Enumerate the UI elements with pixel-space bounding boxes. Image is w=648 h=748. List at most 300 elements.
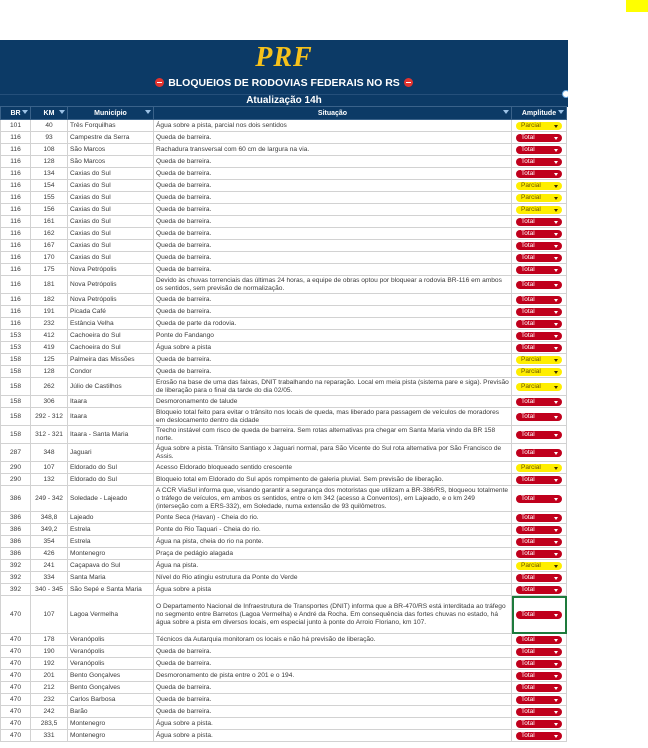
cell-amplitude[interactable]: [512, 408, 567, 426]
dropdown-arrow-icon[interactable]: [554, 386, 558, 389]
amplitude-dropdown[interactable]: [516, 720, 562, 728]
amplitude-dropdown[interactable]: [516, 514, 562, 522]
dropdown-arrow-icon[interactable]: [554, 401, 558, 404]
dropdown-arrow-icon[interactable]: [554, 371, 558, 374]
cell-km[interactable]: 354: [31, 536, 68, 548]
dropdown-arrow-icon[interactable]: [554, 565, 558, 568]
cell-km[interactable]: 283,5: [31, 718, 68, 730]
cell-situacao[interactable]: Queda de barreira.: [154, 306, 512, 318]
cell-km[interactable]: 242: [31, 706, 68, 718]
dropdown-arrow-icon[interactable]: [554, 284, 558, 287]
cell-km[interactable]: 249 - 342: [31, 486, 68, 512]
cell-municipio[interactable]: Caxias do Sul: [68, 192, 154, 204]
cell-amplitude[interactable]: [512, 730, 567, 742]
cell-km[interactable]: 128: [31, 156, 68, 168]
cell-br[interactable]: 158: [1, 366, 31, 378]
cell-municipio[interactable]: São Marcos: [68, 144, 154, 156]
cell-situacao[interactable]: Queda de barreira.: [154, 132, 512, 144]
amplitude-dropdown[interactable]: [516, 182, 562, 190]
cell-km[interactable]: 292 - 312: [31, 408, 68, 426]
cell-km[interactable]: 348,8: [31, 512, 68, 524]
cell-amplitude[interactable]: [512, 144, 567, 156]
cell-br[interactable]: 153: [1, 330, 31, 342]
dropdown-arrow-icon[interactable]: [554, 347, 558, 350]
cell-amplitude[interactable]: [512, 276, 567, 294]
amplitude-dropdown[interactable]: [516, 398, 562, 406]
cell-br[interactable]: 470: [1, 658, 31, 670]
cell-br[interactable]: 158: [1, 354, 31, 366]
cell-br[interactable]: 116: [1, 294, 31, 306]
cell-municipio[interactable]: Três Forquilhas: [68, 120, 154, 132]
cell-br[interactable]: 386: [1, 548, 31, 560]
cell-amplitude[interactable]: [512, 634, 567, 646]
cell-municipio[interactable]: Santa Maria: [68, 572, 154, 584]
cell-situacao[interactable]: Água sobre a pista, parcial nos dois sentidos: [154, 120, 512, 132]
cell-situacao[interactable]: Água na pista, cheia do rio na ponte.: [154, 536, 512, 548]
cell-municipio[interactable]: Lagoa Vermelha: [68, 596, 154, 634]
cell-municipio[interactable]: São Sepé e Santa Maria: [68, 584, 154, 596]
cell-amplitude[interactable]: [512, 524, 567, 536]
cell-situacao[interactable]: Água sobre a pista: [154, 342, 512, 354]
cell-amplitude[interactable]: [512, 694, 567, 706]
dropdown-arrow-icon[interactable]: [554, 589, 558, 592]
cell-municipio[interactable]: Campestre da Serra: [68, 132, 154, 144]
cell-amplitude[interactable]: [512, 342, 567, 354]
cell-km[interactable]: 331: [31, 730, 68, 742]
cell-municipio[interactable]: Bento Gonçalves: [68, 682, 154, 694]
cell-km[interactable]: 175: [31, 264, 68, 276]
dropdown-arrow-icon[interactable]: [554, 125, 558, 128]
cell-br[interactable]: 116: [1, 192, 31, 204]
dropdown-arrow-icon[interactable]: [554, 149, 558, 152]
cell-br[interactable]: 290: [1, 462, 31, 474]
cell-situacao[interactable]: Água na pista.: [154, 560, 512, 572]
dropdown-arrow-icon[interactable]: [554, 233, 558, 236]
cell-situacao[interactable]: Queda de parte da rodovia.: [154, 318, 512, 330]
cell-km[interactable]: 334: [31, 572, 68, 584]
cell-situacao[interactable]: Trecho instável com risco de queda de barreira. Sem rotas alternativas pra chegar em Santa Maria vindo da BR 158 norte.: [154, 426, 512, 444]
amplitude-dropdown[interactable]: [516, 526, 562, 534]
dropdown-arrow-icon[interactable]: [554, 614, 558, 617]
cell-municipio[interactable]: Cachoeira do Sul: [68, 330, 154, 342]
amplitude-dropdown[interactable]: [516, 242, 562, 250]
cell-situacao[interactable]: Devido às chuvas torrenciais das últimas 24 horas, a equipe de obras optou por bloquear a rodovia BR-116 em ambos os sentidos, sem previsão de normalização.: [154, 276, 512, 294]
cell-municipio[interactable]: Barão: [68, 706, 154, 718]
cell-municipio[interactable]: Caxias do Sul: [68, 204, 154, 216]
cell-amplitude[interactable]: [512, 444, 567, 462]
filter-dropdown-icon[interactable]: [145, 110, 151, 114]
dropdown-arrow-icon[interactable]: [554, 434, 558, 437]
cell-km[interactable]: 419: [31, 342, 68, 354]
dropdown-arrow-icon[interactable]: [554, 299, 558, 302]
amplitude-dropdown[interactable]: [516, 218, 562, 226]
cell-km[interactable]: 212: [31, 682, 68, 694]
cell-situacao[interactable]: Queda de barreira.: [154, 706, 512, 718]
amplitude-dropdown[interactable]: [516, 538, 562, 546]
cell-municipio[interactable]: Picada Café: [68, 306, 154, 318]
filter-dropdown-icon[interactable]: [558, 110, 564, 114]
cell-km[interactable]: 161: [31, 216, 68, 228]
cell-municipio[interactable]: Soledade - Lajeado: [68, 486, 154, 512]
cell-br[interactable]: 470: [1, 670, 31, 682]
cell-amplitude[interactable]: [512, 486, 567, 512]
cell-situacao[interactable]: Praça de pedágio alagada: [154, 548, 512, 560]
cell-municipio[interactable]: Caxias do Sul: [68, 240, 154, 252]
cell-municipio[interactable]: Veranópolis: [68, 646, 154, 658]
cell-situacao[interactable]: Bloqueio total em Eldorado do Sul após rompimento de galeria pluvial. Sem previsão de liberação.: [154, 474, 512, 486]
cell-km[interactable]: 190: [31, 646, 68, 658]
cell-br[interactable]: 470: [1, 634, 31, 646]
cell-situacao[interactable]: Ponte Seca (Havan) - Cheia do rio.: [154, 512, 512, 524]
amplitude-dropdown[interactable]: [516, 636, 562, 644]
cell-amplitude[interactable]: [512, 646, 567, 658]
amplitude-dropdown[interactable]: [516, 368, 562, 376]
cell-km[interactable]: 312 - 321: [31, 426, 68, 444]
dropdown-arrow-icon[interactable]: [554, 323, 558, 326]
cell-municipio[interactable]: Palmeira das Missões: [68, 354, 154, 366]
cell-situacao[interactable]: Queda de barreira.: [154, 168, 512, 180]
cell-amplitude[interactable]: [512, 718, 567, 730]
cell-km[interactable]: 241: [31, 560, 68, 572]
amplitude-dropdown[interactable]: [516, 206, 562, 214]
cell-municipio[interactable]: Cachoeira do Sul: [68, 342, 154, 354]
cell-situacao[interactable]: Ponte do Fandango: [154, 330, 512, 342]
cell-situacao[interactable]: Queda de barreira.: [154, 204, 512, 216]
cell-municipio[interactable]: Montenegro: [68, 718, 154, 730]
cell-situacao[interactable]: A CCR ViaSul informa que, visando garantir a segurança dos motoristas que utilizam a BR-386/RS, bloqueou totalmente o tráfego de veículos, em ambos os sentidos, entre o km 342 (acesso a Conventos), em Lajeado, e o km 249 (interseção com a ERS-332), em Soledade, numa extensão de 93 quilômetros.: [154, 486, 512, 512]
cell-amplitude[interactable]: [512, 294, 567, 306]
cell-municipio[interactable]: Montenegro: [68, 548, 154, 560]
cell-situacao[interactable]: Água sobre a pista. Trânsito Santiago x Jaguari normal, para São Vicente do Sul rota alternativa por São Francisco de Assis.: [154, 444, 512, 462]
cell-amplitude[interactable]: [512, 306, 567, 318]
cell-br[interactable]: 470: [1, 706, 31, 718]
cell-situacao[interactable]: Queda de barreira.: [154, 264, 512, 276]
cell-br[interactable]: 116: [1, 168, 31, 180]
cell-amplitude[interactable]: [512, 560, 567, 572]
cell-municipio[interactable]: Itaara - Santa Maria: [68, 426, 154, 444]
dropdown-arrow-icon[interactable]: [554, 467, 558, 470]
cell-municipio[interactable]: Lajeado: [68, 512, 154, 524]
cell-situacao[interactable]: Queda de barreira.: [154, 646, 512, 658]
cell-km[interactable]: 232: [31, 318, 68, 330]
cell-municipio[interactable]: Itaara: [68, 396, 154, 408]
cell-br[interactable]: 392: [1, 584, 31, 596]
dropdown-arrow-icon[interactable]: [554, 687, 558, 690]
cell-br[interactable]: 470: [1, 718, 31, 730]
dropdown-arrow-icon[interactable]: [554, 541, 558, 544]
cell-km[interactable]: 182: [31, 294, 68, 306]
amplitude-dropdown[interactable]: [516, 266, 562, 274]
cell-amplitude[interactable]: [512, 396, 567, 408]
cell-situacao[interactable]: Queda de barreira.: [154, 156, 512, 168]
amplitude-dropdown[interactable]: [516, 194, 562, 202]
cell-situacao[interactable]: Queda de barreira.: [154, 240, 512, 252]
dropdown-arrow-icon[interactable]: [554, 479, 558, 482]
cell-municipio[interactable]: Caxias do Sul: [68, 180, 154, 192]
amplitude-dropdown[interactable]: [516, 464, 562, 472]
dropdown-arrow-icon[interactable]: [554, 651, 558, 654]
cell-situacao[interactable]: Queda de barreira.: [154, 354, 512, 366]
filter-dropdown-icon[interactable]: [59, 110, 65, 114]
cell-km[interactable]: 349,2: [31, 524, 68, 536]
cell-amplitude[interactable]: [512, 658, 567, 670]
dropdown-arrow-icon[interactable]: [554, 711, 558, 714]
amplitude-dropdown[interactable]: [516, 134, 562, 142]
amplitude-dropdown[interactable]: [516, 344, 562, 352]
amplitude-dropdown[interactable]: [516, 449, 562, 457]
cell-br[interactable]: 116: [1, 264, 31, 276]
cell-municipio[interactable]: Veranópolis: [68, 658, 154, 670]
dropdown-arrow-icon[interactable]: [554, 245, 558, 248]
cell-amplitude[interactable]: [512, 378, 567, 396]
cell-municipio[interactable]: Caxias do Sul: [68, 168, 154, 180]
amplitude-dropdown[interactable]: [516, 296, 562, 304]
amplitude-dropdown[interactable]: [516, 356, 562, 364]
cell-km[interactable]: 262: [31, 378, 68, 396]
cell-amplitude[interactable]: [512, 536, 567, 548]
amplitude-dropdown[interactable]: [516, 230, 562, 238]
cell-municipio[interactable]: Carlos Barbosa: [68, 694, 154, 706]
cell-km[interactable]: 155: [31, 192, 68, 204]
amplitude-dropdown[interactable]: [516, 320, 562, 328]
filter-dropdown-icon[interactable]: [503, 110, 509, 114]
cell-municipio[interactable]: Nova Petrópolis: [68, 294, 154, 306]
cell-km[interactable]: 156: [31, 204, 68, 216]
cell-km[interactable]: 132: [31, 474, 68, 486]
cell-situacao[interactable]: Queda de barreira.: [154, 180, 512, 192]
cell-municipio[interactable]: Jaguari: [68, 444, 154, 462]
cell-br[interactable]: 158: [1, 396, 31, 408]
cell-situacao[interactable]: Desmoronamento de talude: [154, 396, 512, 408]
cell-br[interactable]: 116: [1, 156, 31, 168]
cell-br[interactable]: 392: [1, 572, 31, 584]
cell-municipio[interactable]: Caxias do Sul: [68, 216, 154, 228]
amplitude-dropdown[interactable]: [516, 550, 562, 558]
cell-km[interactable]: 162: [31, 228, 68, 240]
cell-municipio[interactable]: São Marcos: [68, 156, 154, 168]
amplitude-dropdown[interactable]: [516, 476, 562, 484]
dropdown-arrow-icon[interactable]: [554, 311, 558, 314]
cell-km[interactable]: 107: [31, 596, 68, 634]
column-header-km[interactable]: [31, 107, 68, 120]
amplitude-dropdown[interactable]: [516, 431, 562, 439]
cell-br[interactable]: 290: [1, 474, 31, 486]
dropdown-arrow-icon[interactable]: [554, 416, 558, 419]
dropdown-arrow-icon[interactable]: [554, 517, 558, 520]
cell-amplitude[interactable]: [512, 706, 567, 718]
cell-br[interactable]: 116: [1, 132, 31, 144]
amplitude-dropdown[interactable]: [516, 308, 562, 316]
cell-municipio[interactable]: Estância Velha: [68, 318, 154, 330]
cell-km[interactable]: 107: [31, 462, 68, 474]
amplitude-dropdown[interactable]: [516, 648, 562, 656]
column-header-br[interactable]: [1, 107, 31, 120]
cell-amplitude[interactable]: [512, 240, 567, 252]
cell-km[interactable]: 128: [31, 366, 68, 378]
amplitude-dropdown[interactable]: [516, 281, 562, 289]
dropdown-arrow-icon[interactable]: [554, 663, 558, 666]
dropdown-arrow-icon[interactable]: [554, 335, 558, 338]
cell-br[interactable]: 116: [1, 240, 31, 252]
cell-municipio[interactable]: Caçapava do Sul: [68, 560, 154, 572]
cell-br[interactable]: 470: [1, 646, 31, 658]
dropdown-arrow-icon[interactable]: [554, 675, 558, 678]
cell-br[interactable]: 386: [1, 536, 31, 548]
cell-amplitude[interactable]: [512, 180, 567, 192]
column-header-situacao[interactable]: [154, 107, 512, 120]
cell-br[interactable]: 158: [1, 426, 31, 444]
cell-km[interactable]: 125: [31, 354, 68, 366]
cell-br[interactable]: 116: [1, 276, 31, 294]
cell-municipio[interactable]: Eldorado do Sul: [68, 462, 154, 474]
dropdown-arrow-icon[interactable]: [554, 553, 558, 556]
cell-km[interactable]: 154: [31, 180, 68, 192]
cell-km[interactable]: 191: [31, 306, 68, 318]
cell-municipio[interactable]: Júlio de Castilhos: [68, 378, 154, 396]
amplitude-dropdown[interactable]: [516, 383, 562, 391]
cell-br[interactable]: 116: [1, 228, 31, 240]
cell-amplitude[interactable]: [512, 264, 567, 276]
cell-situacao[interactable]: Queda de barreira.: [154, 658, 512, 670]
cell-km[interactable]: 340 - 345: [31, 584, 68, 596]
cell-km[interactable]: 348: [31, 444, 68, 462]
dropdown-arrow-icon[interactable]: [554, 161, 558, 164]
amplitude-dropdown[interactable]: [516, 562, 562, 570]
cell-br[interactable]: 158: [1, 378, 31, 396]
cell-km[interactable]: 232: [31, 694, 68, 706]
cell-situacao[interactable]: O Departamento Nacional de Infraestrutura de Transportes (DNIT) informa que a BR-470/RS está interditada ao tráfego no segmento entre Barretos (Lagoa Vermelha) e André da Rocha. Em consequência das fortes chuvas no estado, há água sobre a pista em diversos locais, em especial junto à ponte do Arroio Floriano, km 107.: [154, 596, 512, 634]
cell-situacao[interactable]: Queda de barreira.: [154, 294, 512, 306]
amplitude-dropdown[interactable]: [516, 732, 562, 740]
cell-amplitude[interactable]: [512, 192, 567, 204]
amplitude-dropdown[interactable]: [516, 696, 562, 704]
cell-situacao[interactable]: Bloqueio total feito para evitar o trânsito nos locais de queda, mas liberado para passagem de veículos de moradores em deslocamento dentro da cidade: [154, 408, 512, 426]
dropdown-arrow-icon[interactable]: [554, 452, 558, 455]
cell-amplitude[interactable]: [512, 354, 567, 366]
cell-br[interactable]: 116: [1, 252, 31, 264]
cell-amplitude[interactable]: [512, 548, 567, 560]
cell-municipio[interactable]: Caxias do Sul: [68, 228, 154, 240]
amplitude-dropdown[interactable]: [516, 708, 562, 716]
cell-br[interactable]: 116: [1, 144, 31, 156]
cell-km[interactable]: 134: [31, 168, 68, 180]
cell-situacao[interactable]: Queda de barreira.: [154, 228, 512, 240]
amplitude-dropdown[interactable]: [516, 122, 562, 130]
cell-br[interactable]: 386: [1, 486, 31, 512]
dropdown-arrow-icon[interactable]: [554, 735, 558, 738]
cell-situacao[interactable]: Técnicos da Autarquia monitoram os locais e não há previsão de liberação.: [154, 634, 512, 646]
cell-situacao[interactable]: Água sobre a pista.: [154, 718, 512, 730]
cell-amplitude[interactable]: [512, 584, 567, 596]
cell-km[interactable]: 167: [31, 240, 68, 252]
cell-amplitude[interactable]: [512, 426, 567, 444]
cell-br[interactable]: 392: [1, 560, 31, 572]
amplitude-dropdown[interactable]: [516, 170, 562, 178]
cell-amplitude[interactable]: [512, 670, 567, 682]
dropdown-arrow-icon[interactable]: [554, 137, 558, 140]
cell-situacao[interactable]: Rachadura transversal com 60 cm de largura na via.: [154, 144, 512, 156]
dropdown-arrow-icon[interactable]: [554, 639, 558, 642]
cell-br[interactable]: 470: [1, 694, 31, 706]
dropdown-arrow-icon[interactable]: [554, 529, 558, 532]
cell-municipio[interactable]: Itaara: [68, 408, 154, 426]
amplitude-dropdown[interactable]: [516, 684, 562, 692]
cell-br[interactable]: 386: [1, 512, 31, 524]
dropdown-arrow-icon[interactable]: [554, 209, 558, 212]
cell-amplitude[interactable]: [512, 682, 567, 694]
cell-situacao[interactable]: Água sobre a pista: [154, 584, 512, 596]
amplitude-dropdown[interactable]: [516, 413, 562, 421]
dropdown-arrow-icon[interactable]: [554, 498, 558, 501]
cell-situacao[interactable]: Queda de barreira.: [154, 252, 512, 264]
cell-amplitude[interactable]: [512, 474, 567, 486]
cell-km[interactable]: 170: [31, 252, 68, 264]
cell-km[interactable]: 93: [31, 132, 68, 144]
cell-br[interactable]: 386: [1, 524, 31, 536]
cell-km[interactable]: 192: [31, 658, 68, 670]
cell-municipio[interactable]: Caxias do Sul: [68, 252, 154, 264]
dropdown-arrow-icon[interactable]: [554, 173, 558, 176]
cell-br[interactable]: 101: [1, 120, 31, 132]
cell-situacao[interactable]: Ponte do Rio Taquari - Cheia do rio.: [154, 524, 512, 536]
cell-km[interactable]: 426: [31, 548, 68, 560]
cell-amplitude[interactable]: [512, 512, 567, 524]
dropdown-arrow-icon[interactable]: [554, 723, 558, 726]
cell-situacao[interactable]: Água sobre a pista.: [154, 730, 512, 742]
cell-amplitude[interactable]: [512, 120, 567, 132]
cell-amplitude[interactable]: [512, 228, 567, 240]
dropdown-arrow-icon[interactable]: [554, 221, 558, 224]
cell-situacao[interactable]: Queda de barreira.: [154, 682, 512, 694]
cell-br[interactable]: 116: [1, 306, 31, 318]
amplitude-dropdown[interactable]: [516, 586, 562, 594]
dropdown-arrow-icon[interactable]: [554, 699, 558, 702]
cell-amplitude[interactable]: [512, 596, 567, 634]
cell-amplitude[interactable]: [512, 330, 567, 342]
cell-municipio[interactable]: Nova Petrópolis: [68, 276, 154, 294]
cell-br[interactable]: 116: [1, 180, 31, 192]
amplitude-dropdown[interactable]: [516, 158, 562, 166]
cell-amplitude[interactable]: [512, 572, 567, 584]
cell-amplitude[interactable]: [512, 132, 567, 144]
cell-br[interactable]: 158: [1, 408, 31, 426]
cell-municipio[interactable]: Veranópolis: [68, 634, 154, 646]
cell-situacao[interactable]: Queda de barreira.: [154, 216, 512, 228]
cell-amplitude[interactable]: [512, 366, 567, 378]
cell-amplitude[interactable]: [512, 252, 567, 264]
cell-br[interactable]: 116: [1, 318, 31, 330]
dropdown-arrow-icon[interactable]: [554, 269, 558, 272]
cell-km[interactable]: 306: [31, 396, 68, 408]
cell-amplitude[interactable]: [512, 204, 567, 216]
cell-km[interactable]: 412: [31, 330, 68, 342]
cell-br[interactable]: 116: [1, 204, 31, 216]
column-header-municipio[interactable]: [68, 107, 154, 120]
cell-situacao[interactable]: Acesso Eldorado bloqueado sentido crescente: [154, 462, 512, 474]
filter-toggle-icon[interactable]: [562, 90, 568, 98]
amplitude-dropdown[interactable]: [516, 146, 562, 154]
cell-br[interactable]: 470: [1, 596, 31, 634]
cell-km[interactable]: 178: [31, 634, 68, 646]
cell-municipio[interactable]: Montenegro: [68, 730, 154, 742]
cell-br[interactable]: 470: [1, 682, 31, 694]
amplitude-dropdown[interactable]: [516, 672, 562, 680]
cell-municipio[interactable]: Bento Gonçalves: [68, 670, 154, 682]
amplitude-dropdown[interactable]: [516, 254, 562, 262]
column-header-amplitude[interactable]: [512, 107, 567, 120]
amplitude-dropdown[interactable]: [516, 611, 562, 619]
cell-amplitude[interactable]: [512, 318, 567, 330]
